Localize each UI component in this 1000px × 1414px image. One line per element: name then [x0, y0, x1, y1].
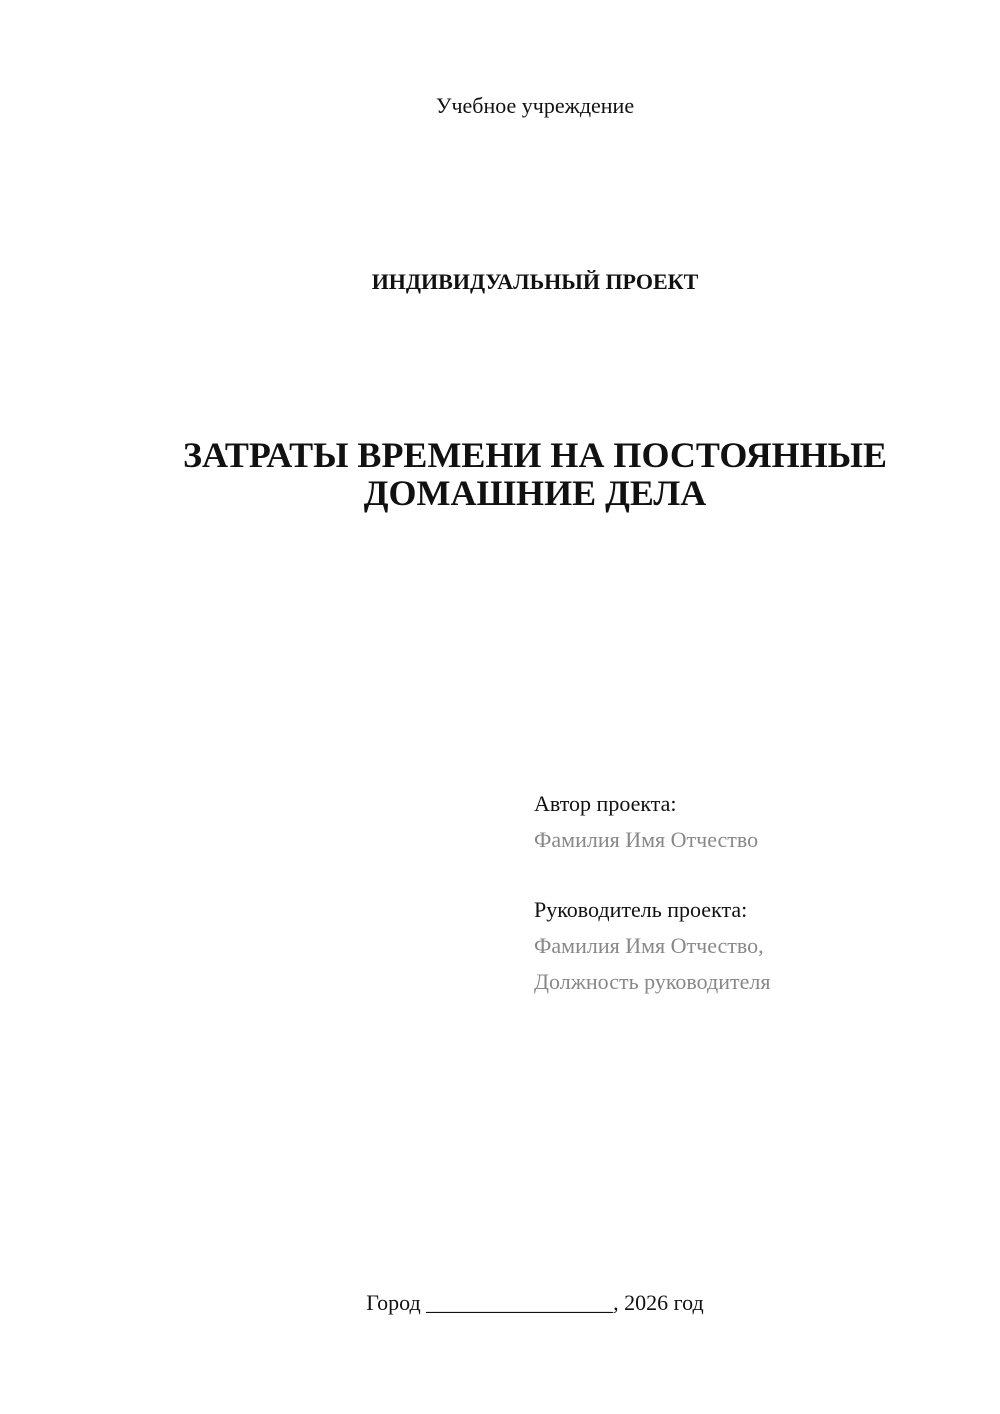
supervisor-name: Фамилия Имя Отчество, [534, 933, 764, 958]
supervisor-block [534, 892, 770, 1000]
project-title-line-2: ДОМАШНИЕ ДЕЛА [363, 473, 707, 513]
city-year-line: Город _________________, 2026 год [366, 1290, 704, 1315]
supervisor-position: Должность руководителя [534, 969, 771, 994]
author-name: Фамилия Имя Отчество [534, 827, 759, 852]
project-title-line-1: ЗАТРАТЫ ВРЕМЕНИ НА ПОСТОЯННЫЕ [183, 435, 887, 475]
author-label: Автор проекта: [534, 791, 677, 816]
document-type: ИНДИВИДУАЛЬНЫЙ ПРОЕКТ [371, 269, 699, 294]
institution-name: Учебное учреждение [435, 93, 635, 118]
supervisor-label: Руководитель проекта: [534, 897, 748, 922]
author-block [534, 786, 758, 858]
project-title [0, 436, 1000, 512]
